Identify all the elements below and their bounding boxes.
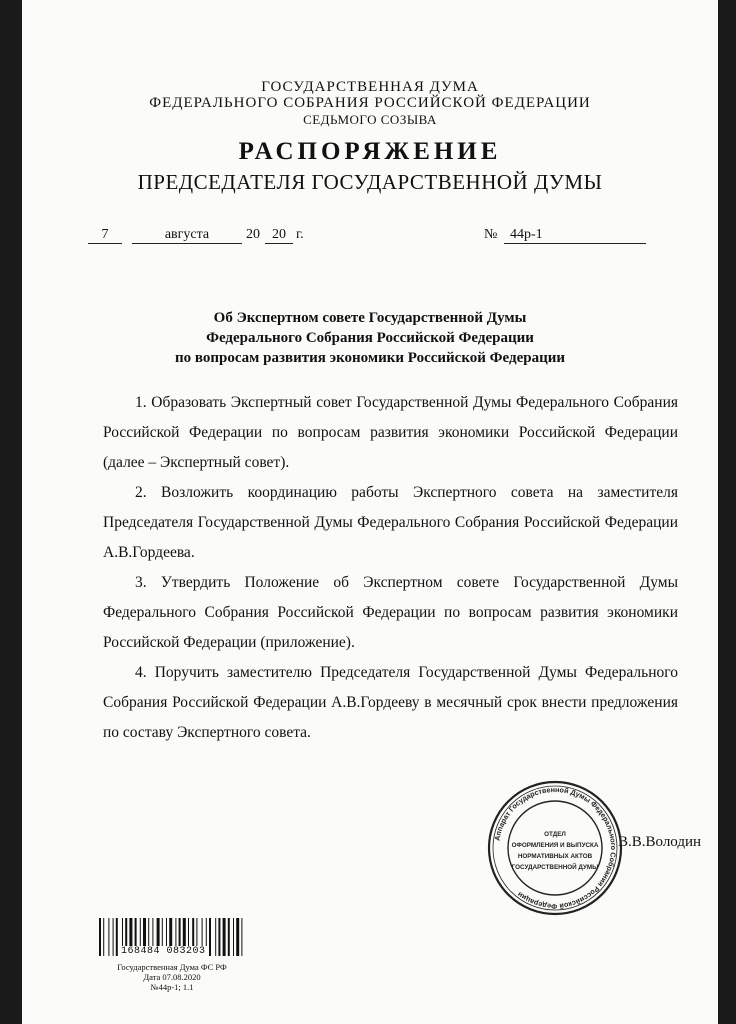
number-label: №	[484, 227, 498, 242]
paragraph-1: 1. Образовать Экспертный совет Государственной Думы Федерального Собрания Российской Федерации по вопросам развития экономики Российской Федерации (далее – Экспертный совет).	[103, 394, 678, 471]
date-day: 7	[88, 226, 122, 244]
registration-line-1: Государственная Дума ФС РФ	[117, 962, 227, 972]
document-body	[103, 388, 678, 748]
document-number: 44р-1	[504, 226, 646, 244]
header-line-3: СЕДЬМОГО СОЗЫВА	[303, 112, 437, 127]
document-heading	[22, 308, 718, 368]
heading-line-3: по вопросам развития экономики Российской Федерации	[174, 350, 566, 366]
document-page	[22, 0, 718, 1024]
registration-block	[97, 918, 267, 992]
heading-line-2: Федерального Собрания Российской Федерации	[206, 330, 534, 346]
registration-line-3: №44р-1; 1.1	[150, 982, 194, 992]
barcode-number: 168484 083203	[121, 946, 206, 957]
date-year-prefix: 20	[246, 227, 260, 242]
heading-line-1: Об Экспертном совете Государственной Думы	[213, 310, 527, 326]
stamp-center-line-2: ОФОРМЛЕНИЯ И ВЫПУСКА	[511, 842, 599, 849]
paragraph-3: 3. Утвердить Положение об Экспертном совете Государственной Думы Федерального Собрания Российской Федерации по вопросам развития экономики Российской Федерации (приложение).	[103, 574, 678, 651]
official-stamp	[485, 778, 625, 918]
paragraph-2: 2. Возложить координацию работы Экспертного совета на заместителя Председателя Государственной Думы Федерального Собрания Российской Федерации А.В.Гордеева.	[103, 484, 678, 561]
date-number-row	[22, 226, 718, 248]
date-year-suffix: 20	[265, 226, 293, 244]
date-month: августа	[132, 226, 242, 244]
registration-info	[97, 962, 247, 992]
date-year-unit: г.	[296, 227, 304, 242]
paragraph-4: 4. Поручить заместителю Председателя Государственной Думы Федерального Собрания Российской Федерации А.В.Гордееву в месячный срок внести предложения по составу Экспертного совета.	[103, 664, 678, 741]
stamp-ring-text: Аппарат Государственной Думы Федерального Собрания Российской Федерации	[492, 784, 619, 912]
stamp-center-line-1: ОТДЕЛ	[544, 831, 566, 838]
document-subtitle: ПРЕДСЕДАТЕЛЯ ГОСУДАРСТВЕННОЙ ДУМЫ	[137, 170, 603, 194]
header-line-1: ГОСУДАРСТВЕННАЯ ДУМА	[261, 79, 479, 95]
header-line-2: ФЕДЕРАЛЬНОГО СОБРАНИЯ РОССИЙСКОЙ ФЕДЕРАЦИИ	[149, 95, 591, 111]
stamp-center-line-3: НОРМАТИВНЫХ АКТОВ	[517, 853, 593, 860]
stamp-center-line-4: ГОСУДАРСТВЕННОЙ ДУМЫ	[511, 864, 599, 871]
document-title: РАСПОРЯЖЕНИЕ	[238, 138, 502, 165]
registration-line-2: Дата 07.08.2020	[143, 972, 201, 982]
signature-name: В.В.Володин	[618, 834, 702, 850]
